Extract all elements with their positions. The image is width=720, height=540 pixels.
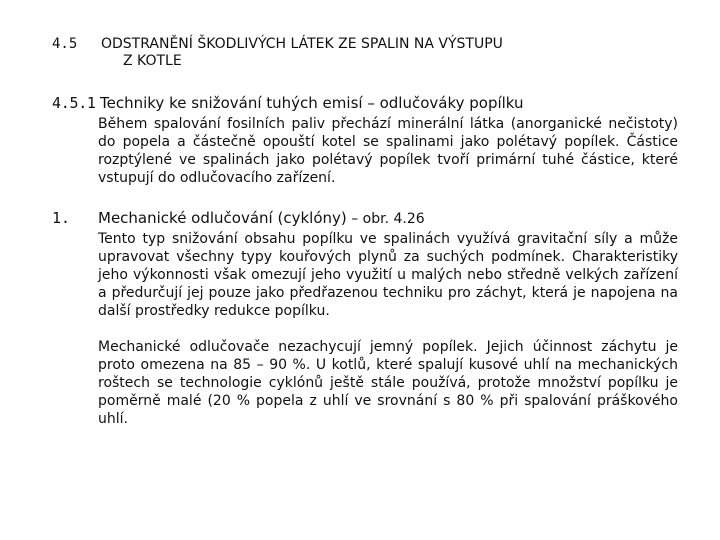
subsection-number: 4.5.1 [52,94,96,112]
figure-reference: – obr. 4.26 [346,211,425,227]
subsection-title: Techniky ke snižování tuhých emisí – odlučováky popílku [100,94,524,112]
list-item-paragraph-1: Tento typ snižování obsahu popílku ve spalinách využívá gravitační síly a může upravovat všechny typy kouřových plynů za suchých podmínek. Charakteristiky jeho výkonnosti však omezují jeho využití u malých nebo středně velkých zařízení a předurčují jej pouze jako předřazenou techniku pro záchyt, která je napojena na další prostředky redukce popílku. [98,231,678,319]
list-item-title [98,209,425,227]
section-number: 4.5 [52,36,78,52]
section-title-line-2: Z KOTLE [123,53,182,69]
list-item-title-text: Mechanické odlučování (cyklóny) [98,209,347,227]
subsection-paragraph: Během spalování fosilních paliv přechází minerální látka (anorganické nečistoty) do popela a částečně opouští kotel se spalinami jako polétavý popílek. Částice rozptýlené ve spalinách jako polétavý popílek tvoří primární tuhé částice, které vstupují do odlučovacího zařízení. [98,116,678,186]
list-item-paragraph-2: Mechanické odlučovače nezachycují jemný popílek. Jejich účinnost záchytu je proto omezena na 85 – 90 %. U kotlů, které spalují kusové uhlí na mechanických roštech se technologie cyklónů ještě stále používá, protože množství popílku je poměrně malé (20 % popela z uhlí ve srovnání s 80 % při spalování práškového uhlí. [98,339,678,427]
section-title-line-1: ODSTRANĚNÍ ŠKODLIVÝCH LÁTEK ZE SPALIN NA VÝSTUPU [101,36,503,52]
list-item-number: 1. [52,209,71,227]
section-title [101,36,661,70]
